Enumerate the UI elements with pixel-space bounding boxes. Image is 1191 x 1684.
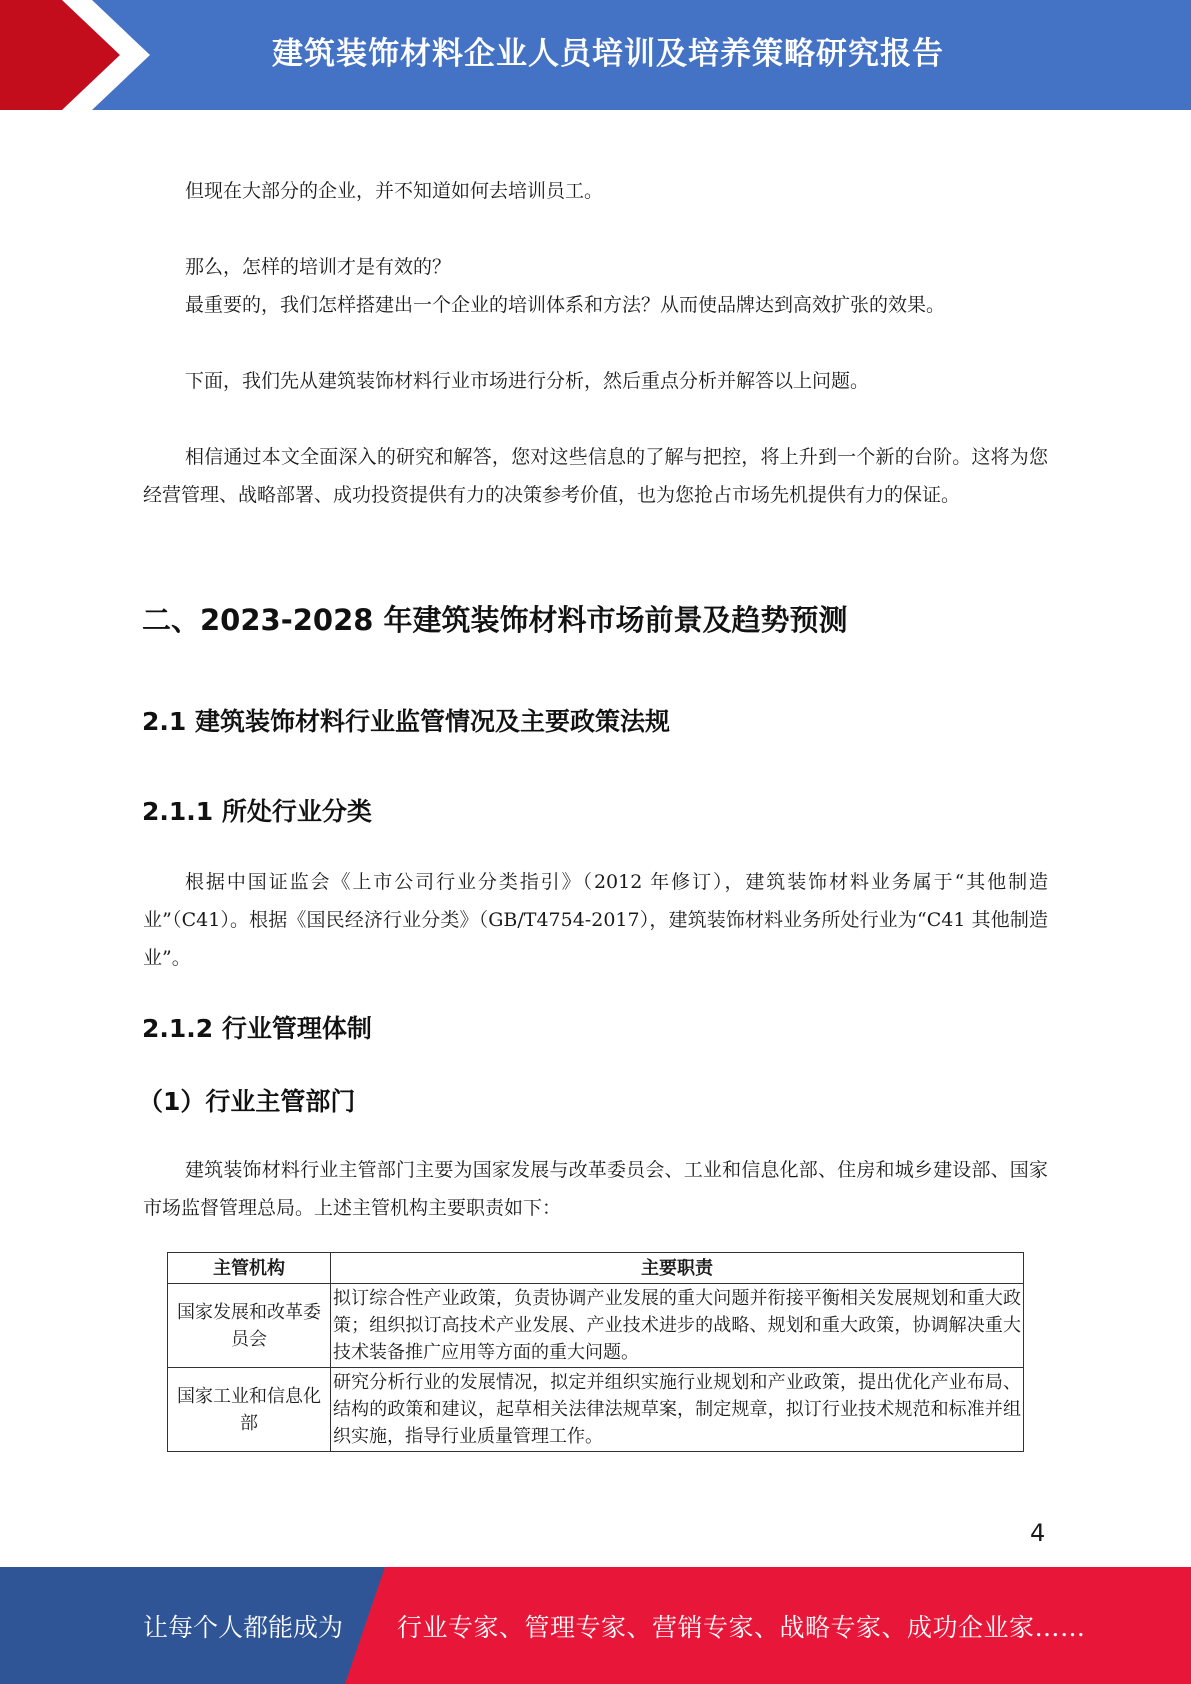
footer-slogan-left: 让每个人都能成为 [143,1612,344,1642]
table-header-cell: 主管机构 [168,1253,331,1284]
table-cell-org: 国家工业和信息化部 [168,1368,331,1452]
paragraph-intro: 但现在大部分的企业，并不知道如何去培训员工。 [185,180,604,202]
authority-table [167,1252,1024,1452]
subsection-2-1-2-title: 2.1.2 行业管理体制 [142,1014,372,1043]
paragraph-authorities: 建筑装饰材料行业主管部门主要为国家发展与改革委员会、工业和信息化部、住房和城乡建设部、国家市场监督管理总局。上述主管机构主要职责如下： [143,1159,1048,1219]
footer-slogan-right: 行业专家、管理专家、营销专家、战略专家、成功企业家…… [397,1612,1086,1642]
page-header [0,0,1191,110]
subsection-authority-title: （1）行业主管部门 [138,1087,356,1116]
subsection-2-1-title: 2.1 建筑装饰材料行业监管情况及主要政策法规 [142,707,670,736]
paragraph-industry-classification: 根据中国证监会《上市公司行业分类指引》（2012 年修订），建筑装饰材料业务属于“其他制造业”（C41）。根据《国民经济行业分类》（GB/T4754-2017），建筑装饰材料业务所处行业为“C41 其他制造业”。 [143,871,1048,969]
table-cell-duty: 拟订综合性产业政策，负责协调产业发展的重大问题并衔接平衡相关发展规划和重大政策；组织拟订高技术产业发展、产业技术进步的战略、规划和重大政策，协调解决重大技术装备推广应用等方面的重大问题。 [331,1284,1024,1368]
authority-table-container [167,1252,1024,1452]
table-row [168,1284,1024,1368]
table-row [168,1368,1024,1452]
paragraph-next: 下面，我们先从建筑装饰材料行业市场进行分析，然后重点分析并解答以上问题。 [185,370,870,392]
page-footer [0,1567,1191,1684]
section-title: 二、2023-2028 年建筑装饰材料市场前景及趋势预测 [142,603,848,637]
paragraph-key-question: 最重要的，我们怎样搭建出一个企业的培训体系和方法？从而使品牌达到高效扩张的效果。 [185,294,946,316]
paragraph-summary: 相信通过本文全面深入的研究和解答，您对这些信息的了解与把控，将上升到一个新的台阶。这将为您经营管理、战略部署、成功投资提供有力的决策参考价值，也为您抢占市场先机提供有力的保证。 [143,446,1048,506]
table-header-cell: 主要职责 [331,1253,1024,1284]
paragraph-question: 那么，怎样的培训才是有效的？ [185,256,452,278]
header-title: 建筑装饰材料企业人员培训及培养策略研究报告 [272,35,944,72]
page-number: 4 [1030,1519,1046,1547]
table-cell-org: 国家发展和改革委员会 [168,1284,331,1368]
table-header-row [168,1253,1024,1284]
table-cell-duty: 研究分析行业的发展情况，拟定并组织实施行业规划和产业政策，提出优化产业布局、结构的政策和建议，起草相关法律法规草案，制定规章，拟订行业技术规范和标准并组织实施，指导行业质量管理工作。 [331,1368,1024,1452]
subsection-2-1-1-title: 2.1.1 所处行业分类 [142,797,372,826]
